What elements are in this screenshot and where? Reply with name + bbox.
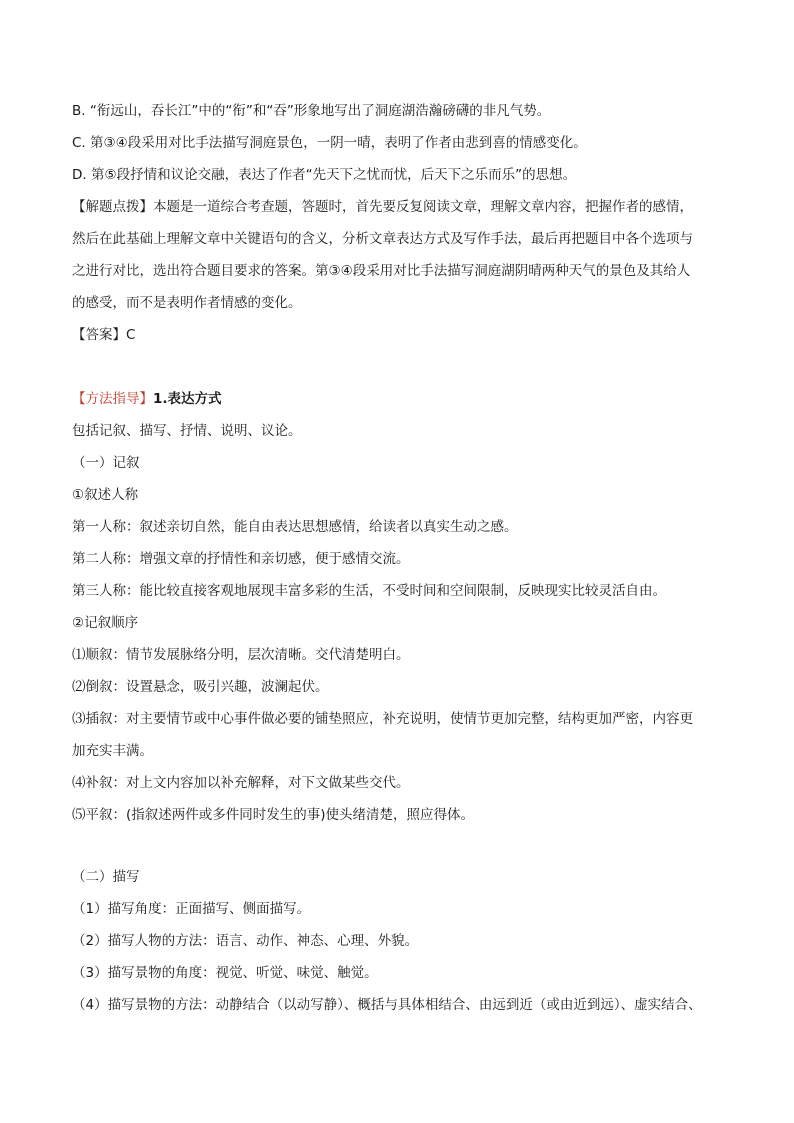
description-item-2: （2）描写人物的方法：语言、动作、神态、心理、外貌。 [72, 933, 419, 949]
answer-line [72, 325, 732, 345]
third-person: 第三人称：能比较直接客观地展现丰富多彩的生活，不受时间和空间限制，反映现实比较灵活自由。 [72, 583, 666, 599]
answer-value: C [126, 327, 136, 343]
method-label: 【方法指导】 [72, 391, 153, 407]
order-1: ⑴顺叙：情节发展脉络分明，层次清晰。交代清楚明白。 [72, 647, 410, 663]
analysis-line-1 [72, 197, 732, 217]
answer-label: 【答案】 [72, 327, 126, 343]
analysis-line-4: 的感受，而不是表明作者情感的变化。 [72, 295, 302, 311]
order-4: ⑷补叙：对上文内容加以补充解释，对下文做某些交代。 [72, 775, 410, 791]
description-heading: （二）描写 [72, 869, 140, 885]
description-item-1: （1）描写角度：正面描写、侧面描写。 [72, 901, 311, 917]
first-person: 第一人称：叙述亲切自然，能自由表达思想感情，给读者以真实生动之感。 [72, 519, 518, 535]
analysis-label: 【解题点拨】 [72, 199, 153, 215]
analysis-line-2: 然后在此基础上理解文章中关键语句的含义，分析文章表达方式及写作手法，最后再把题目中各个选项与 [72, 231, 693, 247]
option-c: C. 第③④段采用对比手法描写洞庭景色，一阴一晴，表明了作者由悲到喜的情感变化。 [72, 135, 587, 151]
order-5: ⑸平叙：(指叙述两件或多件同时发生的事)使头绪清楚，照应得体。 [72, 807, 475, 823]
order-3b: 加充实丰满。 [72, 743, 153, 759]
option-d: D. 第⑤段抒情和议论交融，表达了作者“先天下之忧而忧，后天下之乐而乐”的思想。 [72, 167, 577, 183]
method-intro: 包括记叙、描写、抒情、说明、议论。 [72, 423, 302, 439]
person-heading: ①叙述人称 [72, 487, 139, 503]
analysis-line-3: 之进行对比，选出符合题目要求的答案。第③④段采用对比手法描写洞庭湖阴晴两种天气的景色及其给人 [72, 263, 691, 279]
order-3a: ⑶插叙：对主要情节或中心事件做必要的铺垫照应，补充说明，使情节更加完整，结构更加严密，内容更 [72, 711, 693, 727]
second-person: 第二人称：增强文章的抒情性和亲切感，便于感情交流。 [72, 551, 410, 567]
method-title: 1.表达方式 [153, 391, 222, 407]
narration-heading: （一）记叙 [72, 455, 140, 471]
description-item-4: （4）描写景物的方法：动静结合（以动写静）、概括与具体相结合、由远到近（或由近到远）、虚实结合、 [72, 997, 702, 1013]
description-item-3: （3）描写景物的角度：视觉、听觉、味觉、触觉。 [72, 965, 378, 981]
order-heading: ②记叙顺序 [72, 615, 139, 631]
option-b: B. “衔远山，吞长江”中的“衔”和“吞”形象地写出了洞庭湖浩瀚磅礴的非凡气势。 [72, 103, 551, 119]
order-2: ⑵倒叙：设置悬念，吸引兴趣，波澜起伏。 [72, 679, 329, 695]
analysis-text-1: 本题是一道综合考查题，答题时，首先要反复阅读文章，理解文章内容，把握作者的感情， [153, 199, 693, 215]
method-heading [72, 389, 732, 409]
